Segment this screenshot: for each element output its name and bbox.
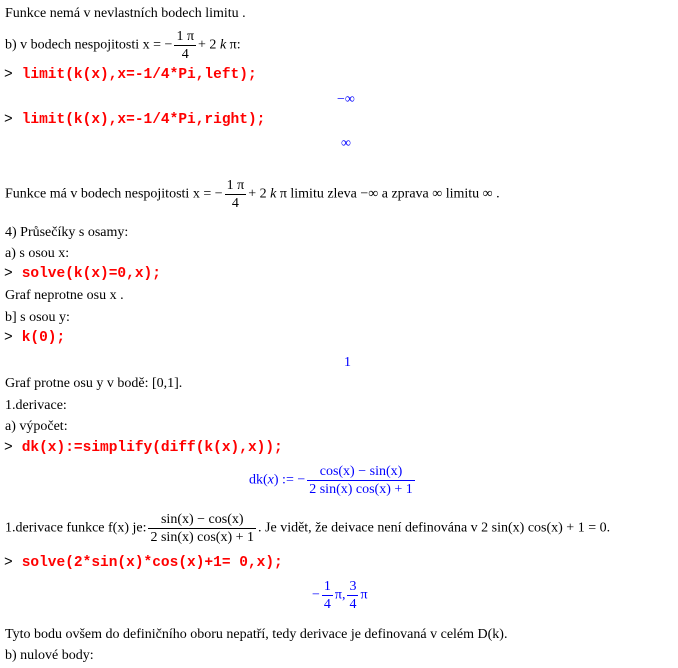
output-dk-definition — [249, 463, 417, 498]
summary-plus: + 2 — [248, 186, 271, 202]
command-solve-k-text: solve(k(x)=0,x); — [21, 266, 161, 282]
dk-fraction — [307, 463, 415, 498]
prompt: > — [4, 440, 13, 456]
root2-den: 4 — [349, 597, 357, 612]
prompt: > — [4, 330, 13, 346]
deriv-suffix: . Je vidět, že deivace není definována v 2 sin(x) cos(x) + 1 = 0. — [258, 520, 611, 536]
heading-first-derivative: 1.derivace: — [5, 398, 67, 413]
summary-suffix: π limitu zleva −∞ a zprava ∞ limitu ∞ . — [276, 186, 500, 202]
root1-fraction — [322, 578, 333, 613]
command-k0-text: k(0); — [21, 330, 66, 346]
disc-fraction — [174, 28, 196, 63]
deriv-fraction — [148, 511, 256, 546]
deriv-fraction-den: 2 sin(x) cos(x) + 1 — [150, 530, 255, 545]
text-discontinuity-points — [5, 28, 241, 63]
disc-prefix: b) v bodech nespojitosti — [5, 37, 143, 53]
disc-x-eq: x = − — [142, 37, 173, 53]
command-limit-left[interactable] — [4, 67, 257, 83]
summary-fraction-num: 1 π — [226, 178, 245, 193]
root2-pi: π — [360, 587, 368, 603]
output-negative-infinity: −∞ — [337, 92, 355, 107]
roots-minus: − — [312, 587, 320, 603]
subheading-zero-points: b) nulové body: — [5, 648, 94, 663]
root1-den: 4 — [323, 597, 331, 612]
dk-lhs: dk( — [249, 472, 268, 488]
text-derivative-description — [5, 511, 610, 546]
deriv-prefix: 1.derivace funkce f(x) je: — [5, 520, 147, 536]
root2-num: 3 — [349, 579, 357, 594]
command-solve-sin[interactable] — [4, 555, 283, 571]
dk-x: x — [267, 472, 274, 488]
disc-k: k — [219, 37, 227, 53]
disc-fraction-den: 4 — [181, 47, 189, 62]
disc-plus: + 2 — [198, 37, 220, 53]
root1-pi: π, — [334, 587, 346, 603]
disc-fraction-num: 1 π — [176, 29, 195, 44]
command-dk-text: dk(x):=simplify(diff(k(x),x)); — [21, 440, 283, 456]
prompt: > — [4, 112, 13, 128]
summary-x-eq: x = − — [192, 186, 223, 202]
subheading-calculation: a) výpočet: — [5, 419, 68, 434]
text-limit-summary — [5, 177, 500, 212]
command-limit-right-text: limit(k(x),x=-1/4*Pi,right); — [21, 112, 266, 128]
command-solve-k[interactable] — [4, 266, 161, 282]
subheading-y-axis: b] s osou y: — [5, 310, 70, 325]
command-limit-left-text: limit(k(x),x=-1/4*Pi,left); — [21, 67, 257, 83]
prompt: > — [4, 555, 13, 571]
root2-fraction — [347, 578, 358, 613]
text-no-limit-improper: Funkce nemá v nevlastních bodech limitu . — [5, 6, 246, 21]
disc-pi-end: π: — [226, 37, 241, 53]
text-graph-y-intersection: Graf protne osu y v bodě: [0,1]. — [5, 376, 183, 391]
dk-fraction-num: cos(x) − sin(x) — [307, 463, 415, 481]
root1-num: 1 — [323, 579, 331, 594]
command-k0[interactable] — [4, 330, 65, 346]
output-infinity: ∞ — [341, 136, 351, 151]
prompt: > — [4, 266, 13, 282]
summary-prefix: Funkce má v bodech nespojitosti — [5, 186, 193, 202]
text-graph-no-x-intersection: Graf neprotne osu x . — [5, 288, 124, 303]
summary-fraction — [225, 177, 247, 212]
command-limit-right[interactable] — [4, 112, 265, 128]
text-domain-conclusion: Tyto bodu ovšem do definičního oboru nepatří, tedy derivace je definovaná v celém D(k). — [5, 627, 508, 642]
summary-fraction-den: 4 — [231, 196, 239, 211]
dk-fraction-den: 2 sin(x) cos(x) + 1 — [309, 482, 413, 497]
summary-k: k — [270, 186, 277, 202]
prompt: > — [4, 67, 13, 83]
dk-assign: ) := − — [273, 472, 306, 488]
heading-axis-intersections: 4) Průsečíky s osamy: — [5, 225, 129, 240]
command-dk[interactable] — [4, 440, 283, 456]
deriv-fraction-num: sin(x) − cos(x) — [148, 511, 256, 529]
subheading-x-axis: a) s osou x: — [5, 246, 70, 261]
output-roots — [312, 578, 368, 613]
command-solve-sin-text: solve(2*sin(x)*cos(x)+1= 0,x); — [21, 555, 283, 571]
output-one: 1 — [344, 355, 351, 370]
